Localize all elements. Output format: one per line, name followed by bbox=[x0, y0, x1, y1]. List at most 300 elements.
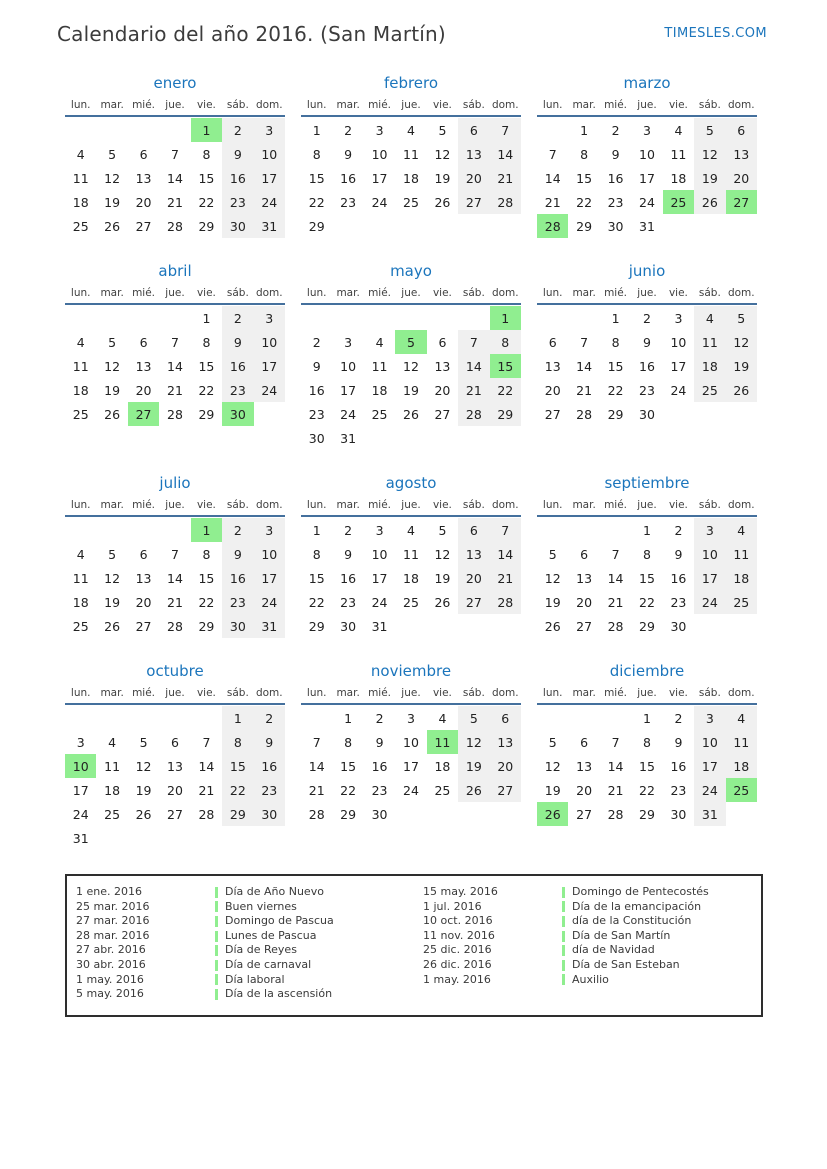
date-cell: 9 bbox=[222, 330, 253, 354]
date-cell: 9 bbox=[344, 146, 353, 162]
date-cell: 2 bbox=[222, 518, 253, 542]
legend-holiday-label: Día de la ascensión bbox=[225, 987, 333, 1001]
holiday-marker-icon bbox=[215, 887, 218, 898]
date-cell: 5 bbox=[548, 546, 557, 562]
date-cell: 14 bbox=[198, 758, 215, 774]
holiday-marker-icon bbox=[562, 887, 565, 898]
weekday-label: mié. bbox=[604, 287, 628, 299]
legend-date: 25 dic. 2016 bbox=[423, 943, 492, 957]
weekday-label: vie. bbox=[668, 499, 688, 511]
date-cell: 5 bbox=[108, 146, 117, 162]
legend-date: 27 abr. 2016 bbox=[76, 943, 146, 957]
date-cell: 4 bbox=[76, 334, 85, 350]
date-cell: 10 bbox=[639, 146, 655, 162]
legend-holiday-name bbox=[562, 914, 761, 929]
date-cell-empty bbox=[395, 214, 426, 238]
date-cell-holiday: 27 bbox=[128, 402, 159, 426]
month-marzo bbox=[537, 74, 757, 238]
legend-holiday-label: día de la Constitución bbox=[572, 914, 692, 928]
month-abril bbox=[65, 262, 285, 426]
month-dates bbox=[301, 118, 521, 238]
weekday-label: dom. bbox=[255, 687, 283, 699]
date-cell: 29 bbox=[198, 218, 215, 234]
date-cell: 21 bbox=[607, 594, 624, 610]
legend-holiday-label: Auxilio bbox=[572, 972, 609, 986]
date-cell: 8 bbox=[490, 330, 521, 354]
legend-holiday-name bbox=[215, 943, 414, 958]
legend-date: 10 oct. 2016 bbox=[423, 914, 493, 928]
weekday-label: dom. bbox=[491, 687, 519, 699]
date-cell: 12 bbox=[403, 358, 419, 374]
month-title: julio bbox=[159, 474, 191, 492]
weekday-label: dom. bbox=[255, 287, 283, 299]
date-cell: 22 bbox=[198, 382, 215, 398]
legend-date: 1 ene. 2016 bbox=[76, 885, 142, 898]
date-cell: 12 bbox=[434, 146, 451, 162]
date-cell: 8 bbox=[580, 146, 589, 162]
date-cell: 1 bbox=[580, 122, 589, 138]
date-cell: 23 bbox=[371, 782, 388, 798]
date-cell: 29 bbox=[308, 618, 325, 634]
date-cell: 13 bbox=[135, 170, 152, 186]
date-cell-holiday: 26 bbox=[537, 802, 568, 826]
date-cell: 5 bbox=[139, 734, 148, 750]
date-cell: 17 bbox=[254, 566, 285, 590]
date-cell: 30 bbox=[222, 214, 253, 238]
date-cell: 30 bbox=[670, 806, 687, 822]
month-dates bbox=[301, 306, 521, 450]
date-cell: 5 bbox=[108, 546, 117, 562]
date-cell: 29 bbox=[639, 618, 655, 634]
date-cell: 4 bbox=[76, 546, 85, 562]
date-cell: 3 bbox=[76, 734, 85, 750]
date-cell: 21 bbox=[458, 378, 489, 402]
date-cell: 23 bbox=[340, 194, 357, 210]
date-cell: 13 bbox=[135, 570, 152, 586]
date-cell: 14 bbox=[576, 358, 593, 374]
date-cell: 7 bbox=[312, 734, 321, 750]
date-cell-empty bbox=[395, 306, 426, 330]
date-cell: 20 bbox=[490, 754, 521, 778]
date-cell: 16 bbox=[308, 382, 325, 398]
date-cell: 15 bbox=[639, 570, 655, 586]
holiday-marker-icon bbox=[562, 931, 565, 942]
date-cell: 21 bbox=[607, 782, 624, 798]
weekday-label: vie. bbox=[432, 287, 452, 299]
date-cell: 11 bbox=[72, 358, 89, 374]
date-cell: 16 bbox=[340, 570, 357, 586]
date-cell: 16 bbox=[222, 566, 253, 590]
date-cell: 23 bbox=[222, 590, 253, 614]
date-cell: 29 bbox=[607, 406, 624, 422]
legend-row bbox=[67, 900, 414, 915]
date-cell: 2 bbox=[611, 122, 620, 138]
legend-holiday-name bbox=[215, 914, 414, 929]
month-dates bbox=[537, 518, 757, 638]
date-cell: 14 bbox=[607, 758, 624, 774]
date-cell: 26 bbox=[544, 618, 561, 634]
holiday-marker-icon bbox=[215, 945, 218, 956]
page-title: Calendario del año 2016. (San Martín) bbox=[57, 22, 446, 46]
date-cell-empty bbox=[191, 706, 222, 730]
date-cell-empty bbox=[222, 826, 253, 850]
date-cell: 2 bbox=[674, 522, 683, 538]
date-cell: 25 bbox=[371, 406, 388, 422]
date-cell-empty bbox=[726, 614, 757, 638]
date-cell: 24 bbox=[371, 194, 388, 210]
date-cell: 4 bbox=[694, 306, 725, 330]
date-cell: 6 bbox=[490, 706, 521, 730]
weekday-label: dom. bbox=[491, 287, 519, 299]
holiday-marker-icon bbox=[562, 916, 565, 927]
weekday-label: dom. bbox=[727, 287, 755, 299]
date-cell-empty bbox=[427, 426, 458, 450]
date-cell: 20 bbox=[544, 382, 561, 398]
date-cell: 6 bbox=[438, 334, 447, 350]
date-cell: 8 bbox=[222, 730, 253, 754]
date-cell: 18 bbox=[403, 570, 419, 586]
date-cell: 17 bbox=[694, 566, 725, 590]
weekday-label: sáb. bbox=[462, 287, 485, 299]
date-cell-empty bbox=[663, 214, 694, 238]
legend-holiday-name bbox=[215, 958, 414, 973]
weekday-label: mar. bbox=[572, 687, 596, 699]
site-link[interactable]: TIMESLES.COM bbox=[664, 26, 767, 41]
date-cell: 6 bbox=[580, 734, 589, 750]
date-cell-empty bbox=[128, 826, 159, 850]
date-cell: 10 bbox=[670, 334, 687, 350]
date-cell: 19 bbox=[726, 354, 757, 378]
date-cell-empty bbox=[191, 826, 222, 850]
date-cell: 14 bbox=[490, 542, 521, 566]
weekday-label: mié. bbox=[132, 687, 156, 699]
holiday-legend bbox=[65, 874, 763, 1017]
month-diciembre bbox=[537, 662, 757, 826]
date-cell-empty bbox=[128, 118, 159, 142]
date-cell: 9 bbox=[674, 734, 683, 750]
date-cell: 19 bbox=[544, 782, 561, 798]
date-cell: 2 bbox=[222, 118, 253, 142]
weekday-label: mié. bbox=[132, 499, 156, 511]
date-cell: 15 bbox=[607, 358, 624, 374]
weekday-label: lun. bbox=[70, 687, 91, 699]
legend-holiday-label: Buen viernes bbox=[225, 899, 297, 913]
date-cell: 19 bbox=[135, 782, 152, 798]
date-cell: 16 bbox=[670, 570, 687, 586]
date-cell: 19 bbox=[458, 754, 489, 778]
date-cell: 11 bbox=[670, 146, 687, 162]
date-cell: 19 bbox=[403, 382, 419, 398]
date-cell: 24 bbox=[670, 382, 687, 398]
date-cell: 20 bbox=[434, 382, 451, 398]
date-cell-empty bbox=[364, 426, 395, 450]
weekday-label: dom. bbox=[727, 99, 755, 111]
date-cell-empty bbox=[427, 802, 458, 826]
date-cell: 15 bbox=[639, 758, 655, 774]
legend-date: 26 dic. 2016 bbox=[423, 957, 492, 971]
date-cell: 25 bbox=[403, 194, 419, 210]
date-cell-empty bbox=[490, 214, 521, 238]
date-cell-empty bbox=[65, 706, 96, 730]
legend-holiday-label: Día de la emancipación bbox=[572, 899, 702, 913]
legend-holiday-label: Lunes de Pascua bbox=[225, 928, 317, 942]
date-cell: 21 bbox=[167, 194, 183, 210]
legend-row bbox=[414, 929, 761, 944]
date-cell: 28 bbox=[167, 406, 183, 422]
date-cell: 26 bbox=[104, 618, 121, 634]
holiday-marker-icon bbox=[215, 901, 218, 912]
date-cell: 4 bbox=[726, 518, 757, 542]
weekday-label: jue. bbox=[637, 287, 657, 299]
date-cell: 22 bbox=[308, 594, 325, 610]
date-cell: 12 bbox=[104, 570, 121, 586]
legend-holiday-name bbox=[562, 885, 761, 900]
weekday-label: lun. bbox=[70, 99, 91, 111]
weekday-label: lun. bbox=[306, 687, 327, 699]
date-cell: 31 bbox=[639, 218, 655, 234]
date-cell: 7 bbox=[490, 518, 521, 542]
date-cell-holiday: 25 bbox=[663, 190, 694, 214]
date-cell-empty bbox=[128, 306, 159, 330]
weekday-label: mar. bbox=[100, 287, 124, 299]
date-cell: 6 bbox=[139, 146, 148, 162]
date-cell: 20 bbox=[458, 166, 489, 190]
date-cell: 3 bbox=[694, 518, 725, 542]
date-cell: 22 bbox=[607, 382, 624, 398]
holiday-marker-icon bbox=[215, 974, 218, 985]
date-cell-empty bbox=[364, 214, 395, 238]
date-cell: 16 bbox=[607, 170, 624, 186]
date-cell-empty bbox=[694, 402, 725, 426]
date-cell: 8 bbox=[643, 734, 651, 750]
date-cell-empty bbox=[332, 214, 363, 238]
date-cell: 20 bbox=[458, 566, 489, 590]
date-cell-empty bbox=[159, 706, 190, 730]
date-cell: 14 bbox=[167, 570, 183, 586]
date-cell: 27 bbox=[458, 190, 489, 214]
date-cell: 12 bbox=[544, 758, 561, 774]
date-cell: 24 bbox=[254, 378, 285, 402]
date-cell: 19 bbox=[694, 166, 725, 190]
date-cell: 27 bbox=[167, 806, 183, 822]
date-cell: 4 bbox=[726, 706, 757, 730]
legend-holiday-name bbox=[215, 987, 414, 1002]
date-cell: 26 bbox=[434, 194, 451, 210]
legend-row bbox=[414, 973, 761, 988]
month-title: marzo bbox=[623, 74, 671, 92]
date-cell: 15 bbox=[576, 170, 593, 186]
date-cell: 8 bbox=[312, 546, 321, 562]
date-cell: 16 bbox=[222, 354, 253, 378]
holiday-marker-icon bbox=[562, 974, 565, 985]
date-cell-empty bbox=[537, 306, 568, 330]
page-header bbox=[0, 0, 827, 46]
date-cell: 4 bbox=[108, 734, 117, 750]
weekday-label: vie. bbox=[196, 499, 216, 511]
month-dates bbox=[65, 118, 285, 238]
date-cell: 20 bbox=[576, 594, 593, 610]
date-cell-empty bbox=[537, 118, 568, 142]
date-cell: 26 bbox=[458, 778, 489, 802]
date-cell-holiday: 28 bbox=[537, 214, 568, 238]
date-cell: 25 bbox=[72, 218, 89, 234]
date-cell: 13 bbox=[576, 758, 593, 774]
weekday-label: dom. bbox=[255, 499, 283, 511]
date-cell: 2 bbox=[312, 334, 321, 350]
legend-holiday-label: Día de Año Nuevo bbox=[225, 885, 324, 898]
date-cell: 19 bbox=[104, 594, 121, 610]
date-cell-empty bbox=[254, 826, 285, 850]
date-cell-empty bbox=[301, 306, 332, 330]
date-cell-empty bbox=[332, 306, 363, 330]
date-cell: 27 bbox=[135, 618, 152, 634]
month-title: agosto bbox=[385, 474, 437, 492]
date-cell: 4 bbox=[407, 522, 415, 538]
date-cell: 10 bbox=[694, 730, 725, 754]
date-cell: 6 bbox=[458, 518, 489, 542]
date-cell: 15 bbox=[308, 570, 325, 586]
weekday-label: mié. bbox=[368, 287, 392, 299]
date-cell: 27 bbox=[490, 778, 521, 802]
legend-row bbox=[414, 943, 761, 958]
date-cell: 26 bbox=[104, 406, 121, 422]
weekday-label: vie. bbox=[668, 99, 688, 111]
weekday-label: lun. bbox=[542, 99, 563, 111]
date-cell: 8 bbox=[643, 546, 651, 562]
date-cell: 9 bbox=[222, 142, 253, 166]
date-cell: 23 bbox=[308, 406, 325, 422]
date-cell-empty bbox=[254, 402, 285, 426]
date-cell: 30 bbox=[607, 218, 624, 234]
date-cell: 7 bbox=[611, 546, 620, 562]
date-cell: 2 bbox=[375, 710, 384, 726]
legend-row bbox=[414, 958, 761, 973]
date-cell: 9 bbox=[674, 546, 683, 562]
date-cell: 29 bbox=[198, 406, 215, 422]
month-title: enero bbox=[153, 74, 197, 92]
date-cell: 25 bbox=[403, 594, 419, 610]
date-cell: 30 bbox=[340, 618, 357, 634]
date-cell-empty bbox=[96, 826, 127, 850]
date-cell: 16 bbox=[340, 170, 357, 186]
date-cell: 11 bbox=[72, 570, 89, 586]
date-cell: 17 bbox=[371, 570, 388, 586]
legend-date: 15 may. 2016 bbox=[423, 885, 498, 898]
weekday-label: sáb. bbox=[462, 687, 485, 699]
date-cell: 17 bbox=[639, 170, 655, 186]
weekday-label: sáb. bbox=[462, 499, 485, 511]
date-cell: 22 bbox=[198, 594, 215, 610]
weekday-label: mié. bbox=[368, 687, 392, 699]
date-cell: 16 bbox=[670, 758, 687, 774]
weekday-label: vie. bbox=[196, 287, 216, 299]
date-cell-empty bbox=[427, 306, 458, 330]
date-cell: 13 bbox=[167, 758, 183, 774]
date-cell-holiday: 15 bbox=[490, 354, 521, 378]
date-cell-holiday: 5 bbox=[395, 330, 426, 354]
holiday-marker-icon bbox=[215, 960, 218, 971]
legend-date: 5 may. 2016 bbox=[76, 987, 144, 1001]
weekday-label: jue. bbox=[165, 499, 185, 511]
legend-date: 30 abr. 2016 bbox=[76, 957, 146, 971]
weekday-label: lun. bbox=[70, 499, 91, 511]
date-cell: 22 bbox=[308, 194, 325, 210]
date-cell-holiday: 1 bbox=[490, 306, 521, 330]
date-cell: 7 bbox=[611, 734, 620, 750]
date-cell: 17 bbox=[72, 782, 89, 798]
date-cell: 26 bbox=[694, 190, 725, 214]
date-cell: 26 bbox=[434, 594, 451, 610]
date-cell-holiday: 1 bbox=[191, 118, 222, 142]
weekday-label: sáb. bbox=[226, 687, 249, 699]
date-cell: 9 bbox=[375, 734, 384, 750]
legend-holiday-label: Día laboral bbox=[225, 972, 285, 986]
date-cell-empty bbox=[600, 518, 631, 542]
weekday-label: dom. bbox=[727, 499, 755, 511]
date-cell-empty bbox=[726, 802, 757, 826]
date-cell: 3 bbox=[344, 334, 353, 350]
date-cell: 23 bbox=[607, 194, 624, 210]
date-cell: 27 bbox=[544, 406, 561, 422]
date-cell: 2 bbox=[344, 122, 353, 138]
legend-holiday-name bbox=[562, 973, 761, 988]
date-cell-holiday: 30 bbox=[222, 402, 253, 426]
date-cell-holiday: 10 bbox=[65, 754, 96, 778]
date-cell-empty bbox=[159, 518, 190, 542]
month-dates bbox=[301, 706, 521, 826]
date-cell: 5 bbox=[458, 706, 489, 730]
date-cell: 13 bbox=[458, 542, 489, 566]
weekday-label: vie. bbox=[196, 99, 216, 111]
date-cell: 22 bbox=[340, 782, 357, 798]
date-cell: 14 bbox=[544, 170, 561, 186]
date-cell: 22 bbox=[222, 778, 253, 802]
date-cell: 30 bbox=[639, 406, 655, 422]
date-cell: 16 bbox=[371, 758, 388, 774]
date-cell: 17 bbox=[694, 754, 725, 778]
weekday-label: vie. bbox=[668, 287, 688, 299]
weekday-label: mié. bbox=[604, 687, 628, 699]
legend-row bbox=[67, 914, 414, 929]
date-cell: 24 bbox=[254, 190, 285, 214]
date-cell: 2 bbox=[674, 710, 683, 726]
date-cell: 19 bbox=[544, 594, 561, 610]
weekday-label: mar. bbox=[336, 499, 360, 511]
date-cell: 3 bbox=[254, 306, 285, 330]
legend-holiday-label: Día de San Martín bbox=[572, 928, 671, 942]
date-cell: 23 bbox=[222, 378, 253, 402]
date-cell: 29 bbox=[490, 402, 521, 426]
date-cell: 12 bbox=[104, 170, 121, 186]
date-cell: 10 bbox=[371, 146, 388, 162]
date-cell: 15 bbox=[222, 754, 253, 778]
date-cell-empty bbox=[600, 706, 631, 730]
date-cell: 4 bbox=[76, 146, 85, 162]
date-cell: 1 bbox=[611, 310, 620, 326]
date-cell-empty bbox=[490, 426, 521, 450]
date-cell: 9 bbox=[344, 546, 353, 562]
date-cell: 8 bbox=[344, 734, 353, 750]
weekday-label: sáb. bbox=[226, 287, 249, 299]
date-cell: 28 bbox=[607, 806, 624, 822]
weekday-label: lun. bbox=[306, 499, 327, 511]
date-cell: 10 bbox=[254, 542, 285, 566]
date-cell: 23 bbox=[222, 190, 253, 214]
date-cell: 27 bbox=[434, 406, 451, 422]
weekday-label: jue. bbox=[165, 287, 185, 299]
date-cell: 28 bbox=[490, 590, 521, 614]
date-cell-empty bbox=[65, 518, 96, 542]
